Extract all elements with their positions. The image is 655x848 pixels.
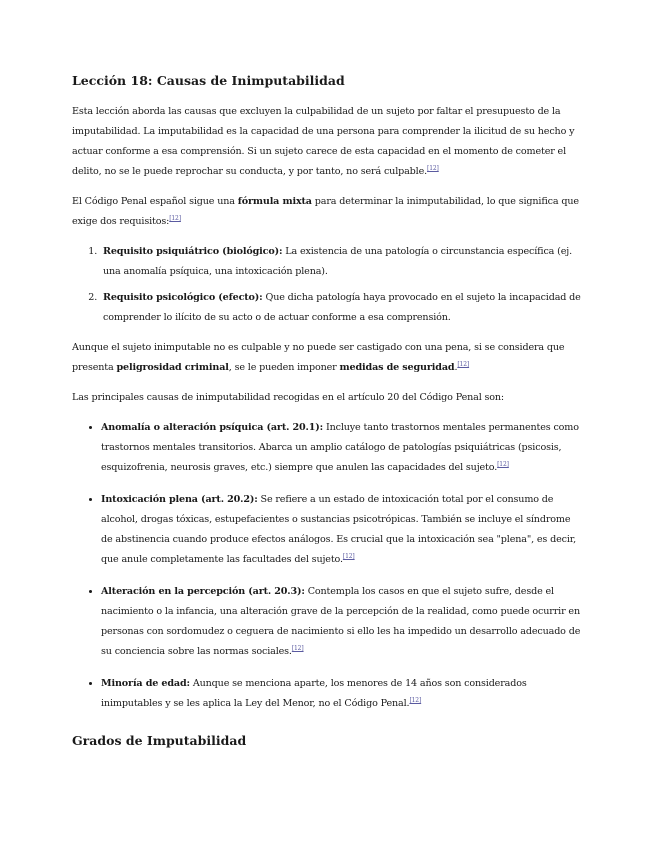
- causes-list: [72, 418, 583, 714]
- cause-label: Intoxicación plena (art. 20.2):: [101, 494, 258, 505]
- mixed-text-after: para determinar la inimputabilidad, lo que significa que exige dos requisitos:: [72, 196, 579, 227]
- consequence-text-after: .: [454, 362, 458, 373]
- cause-label: Anomalía o alteración psíquica (art. 20.1):: [101, 422, 324, 433]
- list-item: [101, 582, 583, 662]
- consequence-text-before: Aunque el sujeto inimputable no es culpable y no puede ser castigado con una pena, si se considera que presenta: [72, 342, 565, 373]
- citation-link[interactable]: [12]: [169, 214, 181, 222]
- cause-label: Minoría de edad:: [101, 678, 190, 689]
- consequence-text-middle: , se le pueden imponer: [228, 362, 340, 373]
- list-item: [100, 242, 583, 282]
- citation-link[interactable]: [12]: [291, 644, 304, 652]
- requirement-label: Requisito psiquiátrico (biológico):: [103, 246, 283, 257]
- citation-link[interactable]: [12]: [497, 460, 509, 468]
- intro-text: Esta lección aborda las causas que excluyen la culpabilidad de un sujeto por faltar el presupuesto de la imputabilidad. La imputabilidad es la capacidad de una persona para comprender la ilicitud de su hecho y actuar conforme a esa comprensión. Si un sujeto carece de esta capacidad en el momento de cometer el delito, no se le puede reprochar su conducta, y por tanto, no será culpable.: [72, 106, 575, 177]
- list-item: [101, 490, 583, 570]
- lesson-title: Lección 18: Causas de Inimputabilidad: [72, 73, 345, 88]
- cause-label: Alteración en la percepción (art. 20.3):: [101, 586, 305, 597]
- list-item: [100, 288, 583, 328]
- list-item: [101, 674, 583, 714]
- citation-link[interactable]: [12]: [457, 360, 470, 368]
- section-heading: Grados de Imputabilidad: [72, 733, 247, 748]
- consequence-paragraph: [72, 338, 583, 378]
- cause-text: Se refiere a un estado de intoxicación total por el consumo de alcohol, drogas tóxicas, estupefacientes o sustancias psicotrópicas. También se incluye el síndrome de abstinencia cuando produce efectos análogos. Es crucial que la intoxicación sea "plena", es decir, que anule completamente las facultades del sujeto.: [101, 494, 577, 565]
- causes-intro: Las principales causas de inimputabilidad recogidas en el artículo 20 del Código Penal son:: [72, 392, 505, 403]
- mixed-formula-paragraph: [72, 192, 583, 232]
- requirements-list: [72, 242, 583, 328]
- list-item: [101, 418, 583, 478]
- citation-link[interactable]: [12]: [427, 164, 439, 172]
- requirement-text: La existencia de una patología o circunstancia específica (ej. una anomalía psíquica, una intoxicación plena).: [103, 246, 572, 277]
- mixed-text-before: El Código Penal español sigue una: [72, 196, 238, 207]
- citation-link[interactable]: [12]: [409, 696, 422, 704]
- requirement-text: Que dicha patología haya provocado en el sujeto la incapacidad de comprender lo ilícito de su acto o de actuar conforme a esa comprensión.: [103, 292, 581, 323]
- requirement-label: Requisito psicológico (efecto):: [103, 292, 263, 303]
- security-measures-term: medidas de seguridad: [339, 362, 455, 373]
- mixed-formula-term: fórmula mixta: [237, 196, 312, 207]
- cause-text: Aunque se menciona aparte, los menores de 14 años son considerados inimputables y se les aplica la Ley del Menor, no el Código Penal.: [101, 678, 527, 709]
- citation-link[interactable]: [12]: [342, 552, 355, 560]
- cause-text: Contempla los casos en que el sujeto sufre, desde el nacimiento o la infancia, una alteración grave de la percepción de la realidad, como puede ocurrir en personas con sordomudez o ceguera de nacimiento si ello les ha impedido un desarrollo adecuado de su conciencia sobre las normas sociales.: [101, 586, 581, 657]
- cause-text: Incluye tanto trastornos mentales permanentes como trastornos mentales transitorios. Abarca un amplio catálogo de patologías psiquiátricas (psicosis, esquizofrenia, neurosis graves, etc.) siempre que anulen las capacidades del sujeto.: [101, 422, 579, 473]
- criminal-dangerousness-term: peligrosidad criminal: [116, 362, 229, 373]
- intro-paragraph: [72, 102, 583, 182]
